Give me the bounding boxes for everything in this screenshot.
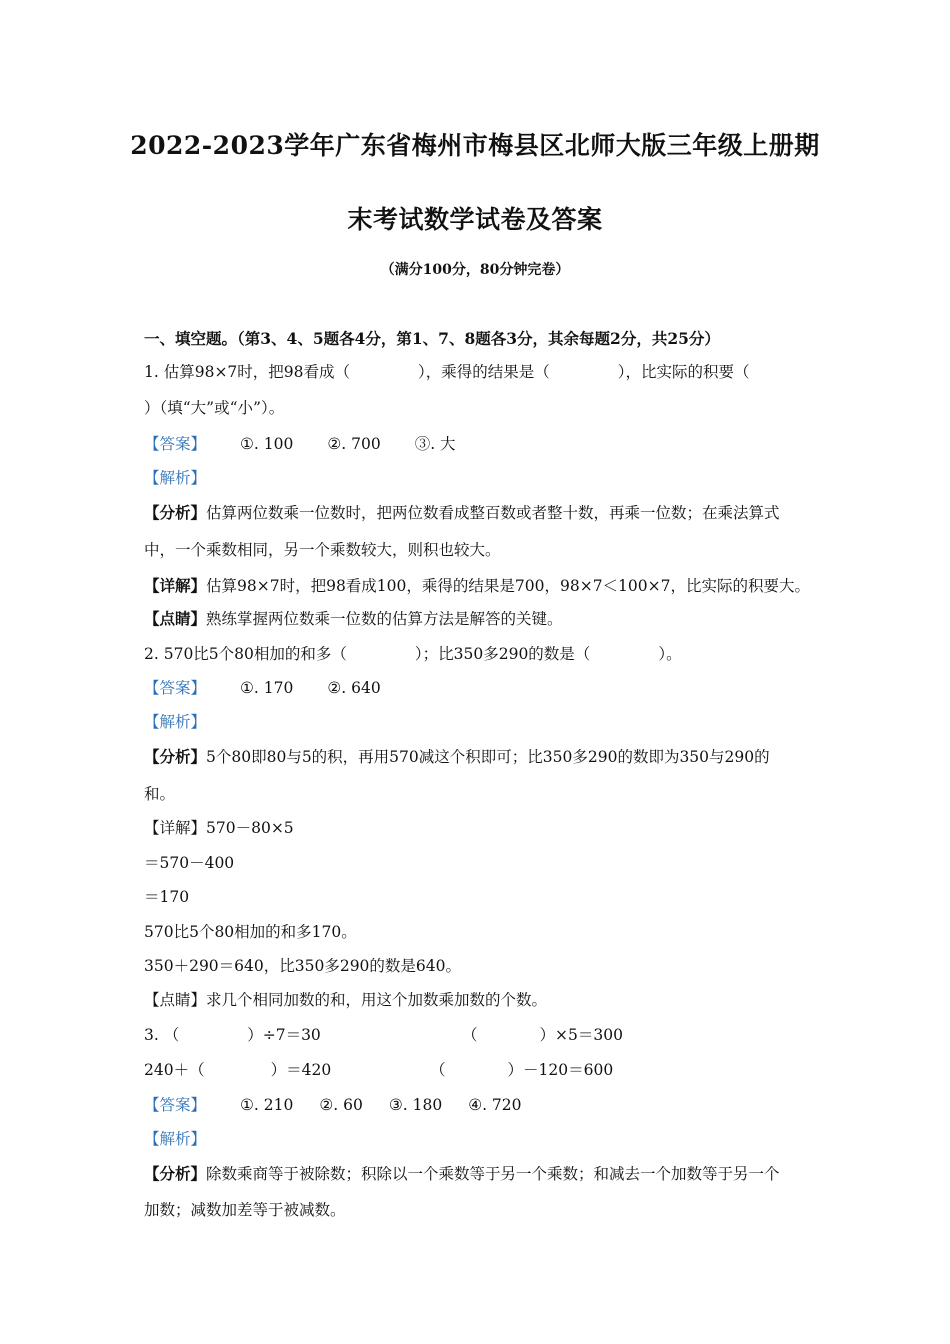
question-2 [144,644,682,664]
q3-row1-a1: 3. （ [144,1026,180,1044]
q2-fenxi-line2: 和。 [144,785,176,803]
q2-text-part2: ）；比350多290的数是（ [414,645,591,663]
q1-answer-2: ②. 700 [327,435,381,453]
q2-dianjing-text: 求几个相同加数的和，用这个加数乘加数的个数。 [206,991,548,1009]
document-title-line2: 末考试数学试卷及答案 [347,205,603,234]
question-3-row2 [144,1060,331,1080]
question-3-row1 [144,1025,321,1045]
q3-row2-b2: ）－120＝600 [507,1061,614,1079]
q1-fenxi-text1: 估算两位数乘一位数时，把两位数看成整百数或者整十数，再乘一位数；在乘法算式 [206,504,780,522]
q2-text-part3: ）。 [658,645,682,663]
q3-answer-3: ③. 180 [388,1096,443,1114]
q3-row1-b1: （ [462,1026,478,1044]
q1-dianjing-line [144,609,563,629]
section-heading: 一、填空题。（第3、4、5题各4分，第1、7、8题各3分，其余每题2分，共25分） [144,329,720,348]
q3-row1-a2: ）÷7＝30 [247,1026,321,1044]
q3-row2-a1: 240＋（ [144,1061,205,1079]
q1-dianjing-text: 熟练掌握两位数乘一位数的估算方法是解答的关键。 [206,610,563,628]
jiexi-label: 【解析】 [144,713,207,731]
dianjing-label: 【点睛】 [144,991,207,1009]
q2-answer-1: ①. 170 [240,679,294,697]
q1-xiangjie-text: 估算98×7时，把98看成100，乘得的结果是700，98×7＜100×7，比实际的积要大。 [206,577,810,595]
question-3-row1-b [462,1025,623,1045]
q2-answer-row [144,678,381,698]
q1-text-part3: ），比实际的积要（ [617,363,750,381]
jiexi-label: 【解析】 [144,469,207,487]
fenxi-label: 【分析】 [144,747,207,766]
q1-answer-3: ③. 大 [414,435,456,453]
q3-row1-b2: ）×5＝300 [539,1026,623,1044]
question-3-row2-b [430,1060,613,1080]
q1-answer-row [144,434,456,454]
q3-fenxi-line2: 加数；减数加差等于被减数。 [144,1201,346,1219]
document-title-line1: 2022-2023学年广东省梅州市梅县区北师大版三年级上册期 [130,131,820,160]
q3-row2-a2: ）＝420 [270,1061,332,1079]
q2-answer-2: ②. 640 [327,679,381,697]
q2-xiangjie-text1: 570－80×5 [206,819,294,837]
q2-text-part1: 2. 570比5个80相加的和多（ [144,645,347,663]
xiangjie-label: 【详解】 [144,819,207,837]
q2-fenxi-line1 [144,747,770,767]
q1-text-part1: 1. 估算98×7时，把98看成（ [144,363,351,381]
q1-answer-1: ①. 100 [240,435,294,453]
q2-fenxi-text1: 5个80即80与5的积，再用570减这个积即可；比350多290的数即为350与290的 [206,748,770,766]
q3-fenxi-line1 [144,1164,780,1184]
q2-xiangjie-line1 [144,818,294,838]
q3-answer-2: ②. 60 [319,1096,363,1114]
answer-label: 【答案】 [144,679,207,697]
q3-answer-1: ①. 210 [240,1096,294,1114]
document-subtitle: （满分100分，80分钟完卷） [380,262,570,278]
q3-fenxi-text1: 除数乘商等于被除数；积除以一个乘数等于另一个乘数；和减去一个加数等于另一个 [206,1165,780,1183]
fenxi-label: 【分析】 [144,503,207,522]
jiexi-label: 【解析】 [144,1130,207,1148]
q1-text-part2: ），乘得的结果是（ [418,363,550,381]
q2-conclusion-2: 350＋290＝640，比350多290的数是640。 [144,957,462,975]
q2-xiangjie-line2: ＝570－400 [144,854,235,872]
q1-fenxi-line2: 中，一个乘数相同，另一个乘数较大，则积也较大。 [144,541,501,559]
q2-dianjing-line [144,990,547,1010]
question-1 [144,362,750,382]
fenxi-label: 【分析】 [144,1164,207,1183]
q1-fenxi-line1 [144,503,780,523]
q3-answer-4: ④. 720 [468,1096,522,1114]
dianjing-label: 【点睛】 [144,609,207,628]
q3-row2-b1: （ [430,1061,446,1079]
q1-xiangjie-line [144,576,810,596]
q1-text-line2: ）（填“大”或“小”）。 [144,399,285,417]
answer-label: 【答案】 [144,1096,207,1114]
answer-label: 【答案】 [144,435,207,453]
q3-answer-row [144,1095,522,1115]
q2-conclusion-1: 570比5个80相加的和多170。 [144,923,357,941]
q2-xiangjie-line3: ＝170 [144,888,190,906]
xiangjie-label: 【详解】 [144,576,207,595]
